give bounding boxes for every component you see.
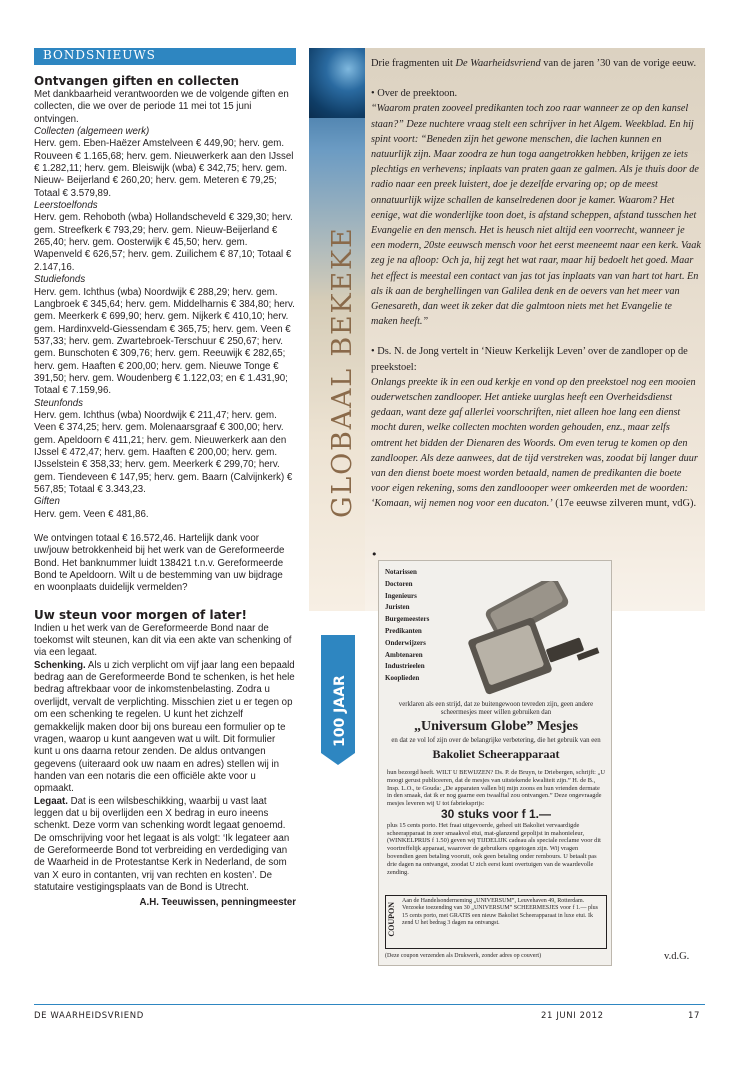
legaat-text: Dat is een wilsbeschikking, waarbij u vast laat leggen dat u bij overlijden een X bedrag in euro ineens schenkt. Deze vorm van schenking wordt legaat genoemd. De omschrijving voor het legaat is als volgt: ‘Ik legateer aan de Gereformeerde Bond tot verbreiding en verdediging van de Waarheid in de Protestantse Kerk in Nederland, de som van X euro in contanten, vrij van rechten en kosten’. De statutaire vestigingsplaats van de Bond is Utrecht. — [34, 795, 290, 893]
razor-illustration — [465, 581, 605, 701]
coupon-text: Aan de Handelsonderneming „UNIVERSUM”, Leuvehaven 49, Rotterdam. Verzoeke toezending van 30 „UNIVERSUM” SCHEERMESJES voor f 1.— plus 15 cents porto, met GRATIS een nieuw Bakoliet Scheerapparaat in luxe etui. Ik zend U het bedrag 3 dagen na ontvangst. — [402, 898, 598, 927]
steunfonds-heading: Steunfonds — [34, 397, 84, 409]
fragment-2-note: (17e eeuwse zilveren munt, vdG). — [552, 498, 697, 510]
100-jaar-badge — [318, 635, 358, 765]
page-number: 17 — [688, 1011, 701, 1021]
footer-date: 21 JUNI 2012 — [541, 1011, 604, 1021]
ad-body — [387, 769, 605, 876]
ad-footnote: (Deze coupon verzenden als Drukwerk, zonder adres op couvert) — [385, 953, 542, 959]
section-header: BONDSNIEUWS — [34, 48, 296, 65]
fragment-2-quote: Onlangs preekte ik in een oud kerkje en vond op den preekstoel nog een mooien ouderwetschen zandlooper. Het antieke uurglas heeft een Overheidsdienst gedaan, want deze gaf allerlei voorschriften, niet alleen hoe lang een dienst mocht duren, welke collecten mochten worden gehouden, enz., maar zelfs omtrent het bidden der Dienaren des Woords. Om even terug te komen op den zandlooper. Als deze aanwees, dat de tijd verstreken was, zoodat bij langer duur van den dienst boete moest worden betaald, namen de predikanten die boete voor eigen rekening, soms den zandloooper weer omkeerden met de woorden: ‘Komaan, wij nemen nog voor een ducaton.’ — [371, 376, 698, 510]
fragment-3-bullet: • — [371, 548, 378, 561]
vertical-title-svg — [311, 228, 363, 520]
collecten-heading: Collecten (algemeen werk) — [34, 126, 150, 138]
leerstoelfonds-list: Herv. gem. Rehoboth (wba) Hollandscheveld € 329,30; herv. gem. Streefkerk € 793,29; herv. gem. Nieuw-Beijerland € 265,40; herv. gem. Oosterwijk € 45,50; herv. gem. Wapenveld € 626,57; herv. gem. Zuilichem € 87,10; Totaal € 2.147,16. — [34, 212, 293, 273]
profession-item: Predikanten — [385, 626, 422, 635]
coupon-label: COUPON — [387, 902, 396, 937]
fragments-intro: Drie fragmenten uit De Waarheidsvriend van de jaren ’30 van de vorige eeuw. — [371, 58, 697, 69]
profession-item: Kooplieden — [385, 674, 420, 683]
giften-heading: Giften — [34, 496, 60, 508]
profession-item: Industrieelen — [385, 662, 425, 671]
profession-item: Onderwijzers — [385, 638, 426, 647]
collecten-list: Herv. gem. Eben-Haëzer Amstelveen € 449,90; herv. gem. Rouveen € 1.165,68; herv. gem. Nieuwerkerk aan den IJssel € 1.282,11; herv. gem. Bleiswijk (wba) € 342,75; herv. gem. Nieuw- Beijerland € 260,20; herv. gem. Meteren € 79,25; Totaal € 3.579,89. — [34, 138, 294, 199]
total-text: We ontvingen totaal € 16.572,46. Hartelijk dank voor uw/jouw betrokkenheid bij het werk van de Gereformeerde Bond. Het banknummer luidt 138421 t.n.v. Gereformeerde Bond te Apeldoorn. Wilt u de bestemming van uw bijdrage en woonplaats duidelijk vermelden? — [34, 533, 285, 594]
signature-penningmeester: A.H. Teeuwissen, penningmeester — [139, 897, 296, 909]
globaal-bekeken-column — [371, 56, 701, 512]
ad-coupon — [385, 895, 607, 949]
ad-offer: 30 stuks voor f 1.— — [440, 806, 552, 821]
profession-item: Juristen — [385, 603, 410, 612]
fragment-1-quote: “Waarom praten zooveel predikanten toch zoo raar wanneer ze op den kansel staan?” Deze nuchtere vraag stelt een schrijver in het Algem. Weekblad. En hij spint voort: “Beneden zijn het gewone menschen, die lachen kunnen en natuurlijk zijn. Maar zoodra ze hun toga aangetrokken hebben, krijgen ze iets plechtigs en verhevens; inplaats van praten gaan ze galmen. Als je thuis door de radio naar een preek luistert, doe je dezelfde ervaring op; op de meest onnatuurlijk wijze schallen de kanselredenen door je kamer. Waarom? Het eenige, wat die wonderlijke toon doet, is afstand scheppen, afstand tusschen het Evangelie en den mensch. Het is heusch niet altijd een voorrecht, wanneer je een modern, 20ste eeuwsch mensch voor het eerst meeneemt naar een kerk. Vaak zeg je na afloop: Och ja, hij zegt het wat raar, maar hij bedoelt het goed. Maar het effect is meestal een contact van jas tot jas inplaats van van hart tot hart. En als ik aan de berghellingen van Galilea denk en de oevers van het meer van Genesareth, dan weet ik zeker dat die galmtoon niets met het Evangelie te maken heeft.” — [371, 103, 701, 328]
heading-steun: Uw steun voor morgen of later! — [34, 607, 247, 622]
studiefonds-heading: Studiefonds — [34, 274, 86, 286]
fragment-2-body — [371, 375, 701, 512]
professions-list — [385, 567, 429, 685]
badge-svg — [318, 635, 358, 765]
globaal-bekeken-title: GLOBAAL BEKEKEN — [327, 228, 358, 518]
universum-advertisement — [378, 560, 612, 966]
footer-rule — [34, 1004, 705, 1005]
ad-conditions: plus 15 cents porto. Het fraai uitgevoerde, geheel uit Bakoliet vervaardigde scheerapparaat in zeer smaakvol etui, mat-glanzend gepolijst in mahonieleur, (WINKELPRIJS f 1.50) geven wij TIJDELIJK cadeau als speciale reclame voor dit voortreffelijk apparaat, waarover de gebruikers opgetogen zijn. Wij vragen bovendien geen betaling vooruit, ook geen betaling onder rembours. U betaalt pas drie dagen na ontvangst, zoodat U zich eerst kunt overtuigen van de waardevolle zending. — [387, 821, 601, 876]
vertical-title — [311, 228, 363, 520]
profession-item: Ambtenaren — [385, 650, 423, 659]
schenking-label: Schenking. — [34, 659, 86, 671]
steunfonds-list: Herv. gem. Ichthus (wba) Noordwijk € 211,47; herv. gem. Veen € 374,25; herv. gem. Molenaarsgraaf € 300,00; herv. gem. Apeldoorn € 411,21; herv. gem. Nieuwerkerk aan den IJssel € 472,47; herv. gem. Haaften € 200,00; herv. gem. IJsselstein € 358,33; herv. gem. Meerkerk € 299,70; herv. gem. Tiendeveen € 147,95; herv. gem. Baarn (Calvijnkerk) € 567,85; Totaal € 3.343,23. — [34, 409, 293, 495]
footer-publication: DE WAARHEIDSVRIEND — [34, 1011, 144, 1021]
badge-text: 100 JAAR — [332, 675, 348, 747]
bondsnieuws-column — [34, 48, 296, 910]
ad-headline-block — [385, 701, 607, 763]
schenking-text: Als u zich verplicht om vijf jaar lang een bepaald bedrag aan de Gereformeerde Bond te schenken, is het hele bedrag aftrekbaar voor de inkomstenbelasting. Zodra u overlijdt, vervalt de verplichting. Misschien ziet u er tegen op om een schenking te regelen. U kunt het zichzelf gemakkelijk maken door bij ons bureau een formulier op te vragen, waarop u kunt aangeven wat u wilt. Dit formulier kunt u ons daarna retour zenden. De aldus ontvangen gegevens (uiteraard ook uw naam en adres) stellen wij in handen van een notaris die een officiële akte voor u opmaakt. — [34, 659, 295, 795]
legaat-label: Legaat. — [34, 795, 68, 807]
journal-name: De Waarheidsvriend — [455, 58, 541, 69]
intro-text: Met dankbaarheid verantwoorden we de volgende giften en collecten, die we over de periode 11 mei tot 15 juni ontvingen. — [34, 89, 289, 125]
schenking-paragraph — [34, 660, 296, 796]
signature-vdg: v.d.G. — [664, 951, 690, 962]
studiefonds-list: Herv. gem. Ichthus (wba) Noordwijk € 288,29; herv. gem. Langbroek € 345,64; herv. gem. Middelharnis € 384,80; herv. gem. Meerkerk € 699,90; herv. gem. Nijkerk € 410,10; herv. gem. Hardinxveld-Giessendam € 365,75; herv. gem. Veen € 537,33; herv. gem. Zwartebroek-Terschuur € 250,67; herv. gem. Bunschoten € 309,76; herv. gem. Reeuwijk € 282,65; herv. gem. Haaften € 200,00; herv. gem. Nieuwe Tonge € 391,50; herv. gem. Woudenberg € 1.122,03; en € 1.431,90; Totaal € 7.159,96. — [34, 286, 295, 397]
ad-lead: verklaren als een strijd, dat ze buitengewoon tevreden zijn, geen andere scheermesjes meer willen gebruiken dan — [398, 701, 594, 716]
fragment-2-heading: • Ds. N. de Jong vertelt in ‘Nieuw Kerkelijk Leven’ over de zandloper op de preekstoel: — [371, 346, 688, 373]
steun-intro: Indien u het werk van de Gereformeerde Bond naar de toekomst wilt steunen, kan dit via een akte van schenking of via een legaat. — [34, 622, 292, 659]
profession-item: Doctoren — [385, 579, 413, 588]
fragment-1-heading: • Over de preektoon. — [371, 88, 458, 100]
profession-item: Burgemeesters — [385, 615, 430, 624]
ad-testimonials: hun bezorgd heeft. WILT U BEWIJZEN? Ds. P. de Bruyn, te Driebergen, schrijft: „U moogt gerust publiceeren, dat de mesjes van uitstekende kwaliteit zijn.” H. de B., Insp. L.O., te Gouda: „De apparaten vallen bij mijn zoons en hun vrienden dermate in den smaak, dat ik er nog gaarne een twaalftal zou ontvangen.” Deze ongevraagde mesjes leveren wij U tot fabrieksprijs: — [387, 769, 605, 808]
giften-list: Herv. gem. Veen € 481,86. — [34, 508, 149, 520]
heading-giften: Ontvangen giften en collecten — [34, 74, 240, 88]
leerstoelfonds-heading: Leerstoelfonds — [34, 200, 98, 212]
product-name: Bakoliet Scheerapparaat — [432, 747, 560, 761]
legaat-paragraph — [34, 796, 296, 895]
brand-name: „Universum Globe” Mesjes — [413, 719, 579, 734]
profession-item: Ingenieurs — [385, 591, 417, 600]
ad-mid-text: en dat ze vol lof zijn over de belangrijke verbetering, die het gebruik van een — [391, 737, 601, 744]
globe-image — [309, 48, 365, 118]
profession-item: Notarissen — [385, 568, 417, 576]
